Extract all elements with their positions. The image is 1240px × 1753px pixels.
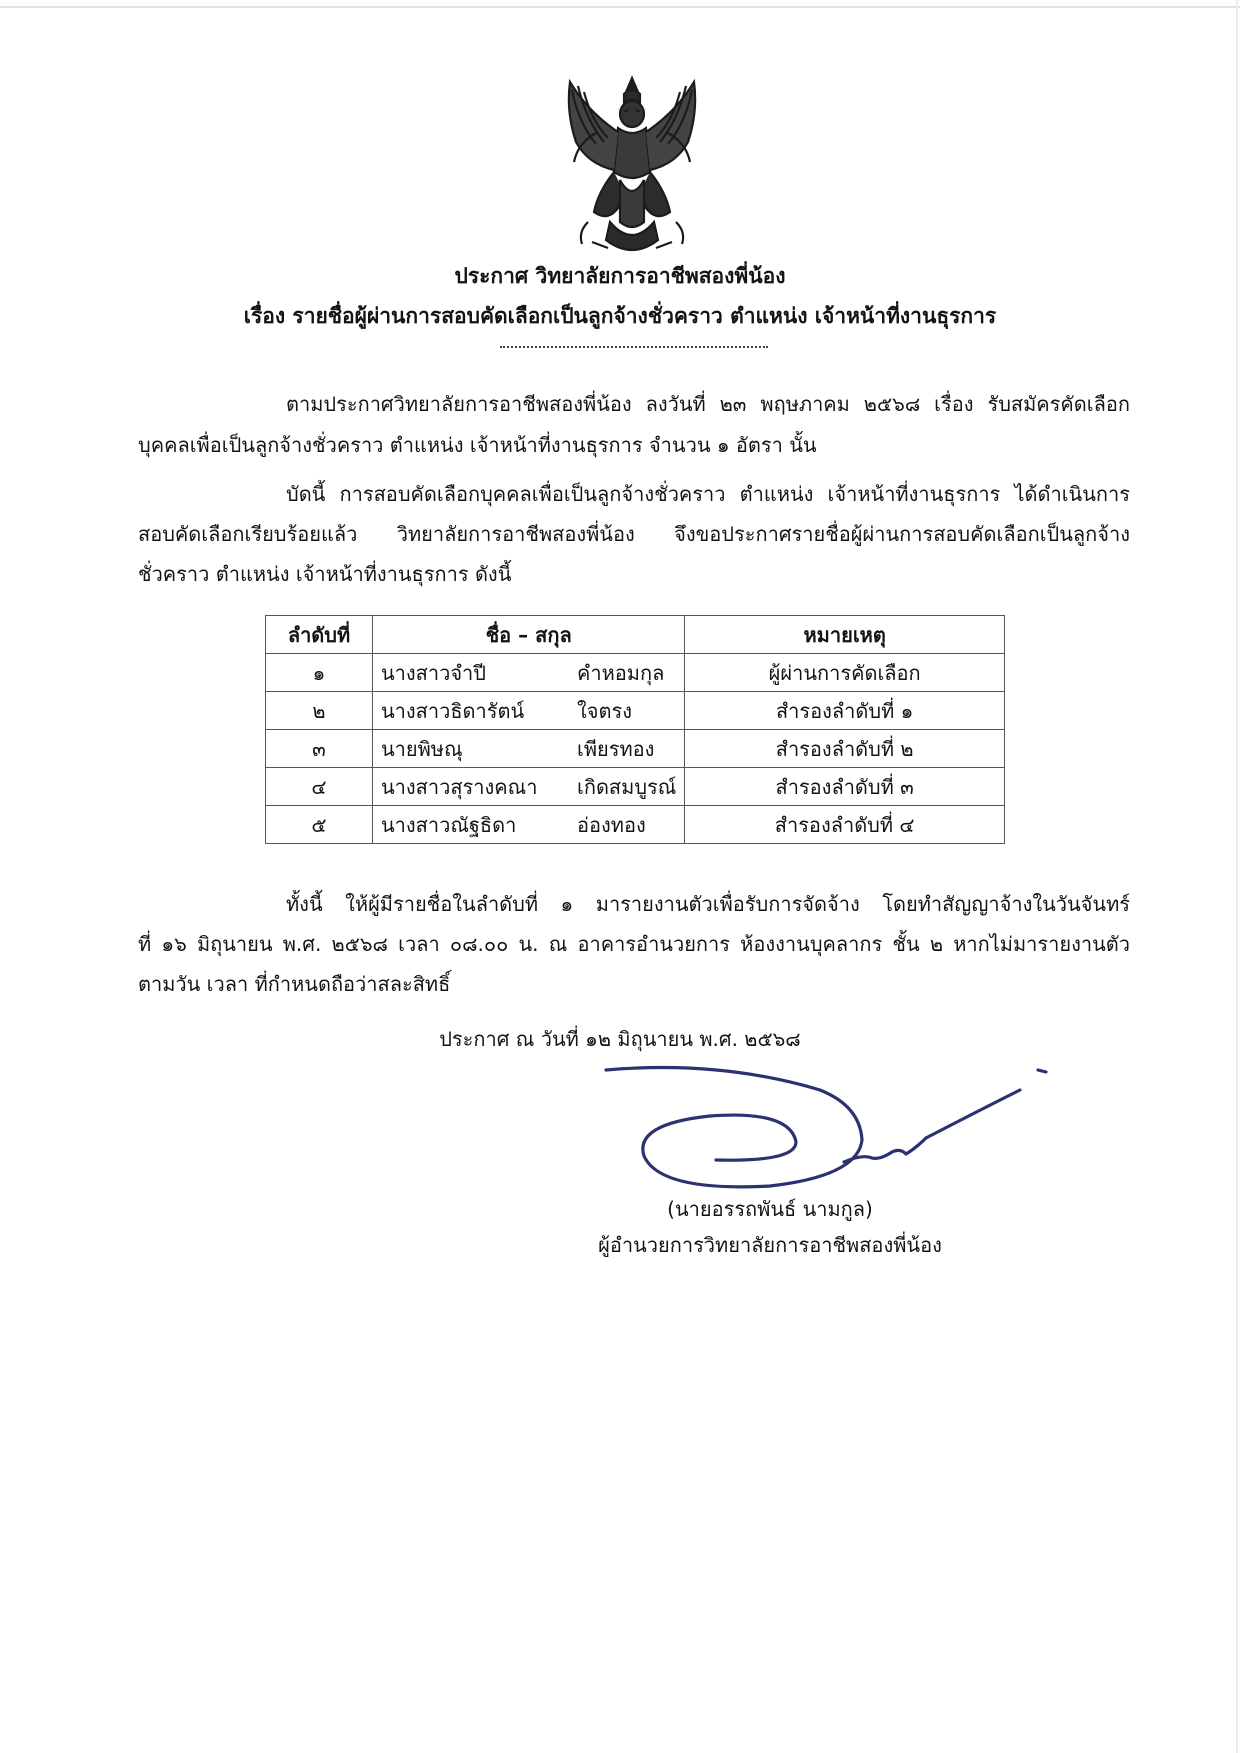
row-name	[373, 806, 685, 844]
row-name	[373, 654, 685, 692]
para2-line1: บัดนี้ การสอบคัดเลือกบุคคลเพื่อเป็นลูกจ้างชั่วคราว ตำแหน่ง เจ้าหน้าที่งานธุรการ ได้ดำเนินการ	[286, 482, 1130, 506]
table-row	[266, 730, 1005, 768]
signer-name: (นายอรรถพันธ์ นามกูล)	[667, 1197, 873, 1221]
last-name: เพียรทอง	[577, 736, 655, 761]
para2-line3: ชั่วคราว ตำแหน่ง เจ้าหน้าที่งานธุรการ ดังนี้	[138, 562, 512, 586]
row-name	[373, 692, 685, 730]
signature-icon	[600, 1060, 1060, 1200]
table-row	[266, 654, 1005, 692]
first-name: นางสาวธิดารัตน์	[381, 698, 525, 723]
announcement-date: ประกาศ ณ วันที่ ๑๒ มิถุนายน พ.ศ. ๒๕๖๘	[439, 1027, 801, 1051]
table-row	[266, 768, 1005, 806]
scan-edge-top	[0, 6, 1240, 8]
last-name: เกิดสมบูรณ์	[577, 774, 677, 799]
para1-line1: ตามประกาศวิทยาลัยการอาชีพสองพี่น้อง ลงวันที่ ๒๓ พฤษภาคม ๒๕๖๘ เรื่อง รับสมัครคัดเลือก	[286, 392, 1130, 416]
first-name: นางสาวณัฐธิดา	[381, 812, 517, 837]
table-row	[266, 806, 1005, 844]
para3-line1: ทั้งนี้ ให้ผู้มีรายชื่อในลำดับที่ ๑ มารายงานตัวเพื่อรับการจัดจ้าง โดยทำสัญญาจ้างในวันจันทร์	[286, 892, 1130, 916]
row-note: สำรองลำดับที่ ๔	[685, 806, 1005, 844]
para3-line3: ตามวัน เวลา ที่กำหนดถือว่าสละสิทธิ์	[138, 972, 451, 996]
para3-line2: ที่ ๑๖ มิถุนายน พ.ศ. ๒๕๖๘ เวลา ๐๘.๐๐ น. ณ อาคารอำนวยการ ห้องงานบุคลากร ชั้น ๒ หากไม่มารายงานตัว	[138, 932, 1130, 956]
para2-line2: สอบคัดเลือกเรียบร้อยแล้ว วิทยาลัยการอาชีพสองพี่น้อง จึงขอประกาศรายชื่อผู้ผ่านการสอบคัดเลือกเป็นลูกจ้าง	[138, 522, 1130, 546]
last-name: อ่องทอง	[577, 812, 646, 837]
row-name	[373, 768, 685, 806]
last-name: ใจตรง	[577, 698, 632, 723]
row-no: ๑	[266, 654, 373, 692]
results-table	[265, 615, 1005, 844]
first-name: นางสาวสุรางคณา	[381, 774, 538, 799]
first-name: นางสาวจำปี	[381, 660, 486, 685]
para1-line2: บุคคลเพื่อเป็นลูกจ้างชั่วคราว ตำแหน่ง เจ้าหน้าที่งานธุรการ จำนวน ๑ อัตรา นั้น	[138, 433, 817, 457]
signer-position: ผู้อำนวยการวิทยาลัยการอาชีพสองพี่น้อง	[598, 1233, 942, 1257]
row-note: ผู้ผ่านการคัดเลือก	[685, 654, 1005, 692]
dotted-divider	[500, 346, 768, 348]
first-name: นายพิษณุ	[381, 736, 463, 761]
garuda-emblem-icon	[548, 72, 716, 258]
table-header-row	[266, 616, 1005, 654]
row-note: สำรองลำดับที่ ๑	[685, 692, 1005, 730]
last-name: คำหอมกุล	[577, 660, 665, 685]
row-name	[373, 730, 685, 768]
table-row	[266, 692, 1005, 730]
row-note: สำรองลำดับที่ ๒	[685, 730, 1005, 768]
row-no: ๓	[266, 730, 373, 768]
row-no: ๔	[266, 768, 373, 806]
row-no: ๕	[266, 806, 373, 844]
header-no: ลำดับที่	[266, 616, 373, 654]
announcement-subject: เรื่อง รายชื่อผู้ผ่านการสอบคัดเลือกเป็นลูกจ้างชั่วคราว ตำแหน่ง เจ้าหน้าที่งานธุรการ	[243, 304, 997, 328]
row-no: ๒	[266, 692, 373, 730]
row-note: สำรองลำดับที่ ๓	[685, 768, 1005, 806]
announcement-title: ประกาศ วิทยาลัยการอาชีพสองพี่น้อง	[454, 264, 786, 288]
header-name: ชื่อ – สกุล	[373, 616, 685, 654]
header-note: หมายเหตุ	[685, 616, 1005, 654]
